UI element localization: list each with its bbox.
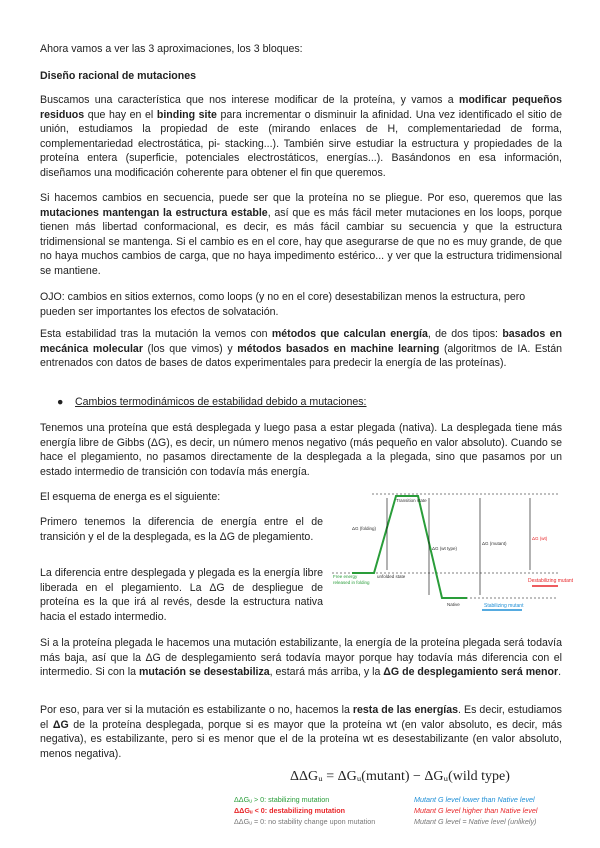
paragraph-stable-structure: Si hacemos cambios en secuencia, puede ser que la proteína no se pliegue. Por eso, queremos que las mutaciones mantengan la estructura estable, así que es más fácil meter mutaciones en los loops, porque tienen más libertad conformacional, es decir, es más fácil cambiar su secuencia y que la estructura tridimensional se mantenga. Si el cambio es en el core, hay que asegurarse de que no es muy grande, de que no haya muchos cambios de carga, que no haya impedimento estérico... y ver que la estructura tridimensional se mantiene. — [40, 192, 562, 277]
section-heading: Diseño racional de mutaciones — [40, 70, 197, 82]
intro-text: Ahora vamos a ver las 3 aproximaciones, los 3 bloques: — [40, 43, 303, 55]
free-energy-label: Free energy — [333, 574, 358, 579]
native-label: Native — [447, 602, 460, 607]
destabilizing-label: Destabilizing mutant — [528, 578, 574, 584]
paragraph-mutation-effect: Si a la proteína plegada le hacemos una mutación estabilizante, la energía de la proteína plegada será todavía más baja, así que la ΔG de desplegamiento será todavía mayor porque hay todavía más diferencia con el intermedio. Si con la mutación se desestabiliza, estará más arriba, y la ΔG de desplegamiento será menor. — [40, 637, 562, 679]
ddg-formula: ΔΔGᵤ = ΔGᵤ(mutant) − ΔGᵤ(wild type) — [290, 769, 510, 784]
paragraph-energy-methods: Esta estabilidad tras la mutación la vemos con métodos que calculan energía, de dos tipos: basados en mecánica molecular (los que vimos) y métodos basados en machine learning (algoritmos de IA. Están entrenados con datos de bases de datos experimentales para predecir la energía de las proteínas). — [40, 328, 562, 370]
legend-no-change: ΔΔGᵤ = 0: no stability change upon mutation — [234, 817, 376, 826]
paragraph-unfolding-dg: La diferencia entre desplegada y plegada es la energía libre liberada en el plegamiento. La ΔG de despliegue de proteína es la que irá al revés, desde la estructura nativa hacia el estado intermedio. — [40, 567, 323, 623]
legend-stabilizing: ΔΔGᵤ > 0: stabilizing mutation — [234, 795, 330, 804]
dg-wt-label: ΔG (wt) — [532, 536, 548, 541]
paragraph-ojo-note: OJO: cambios en sitios externos, como loops (y no en el core) desestabilizan menos la estructura, pero pueden ser importantes los efectos de solvatación. — [40, 291, 526, 318]
bullet-dot: ● — [57, 396, 64, 408]
paragraph-folding-dg: Primero tenemos la diferencia de energía entre el de transición y el de la desplegada, es la ΔG de plegamiento. — [40, 516, 323, 543]
dg-mutant-label: ΔG (mutant) — [482, 541, 507, 546]
dg-folding-label: ΔG (folding) — [352, 526, 377, 531]
paragraph-rational-design: Buscamos una característica que nos interese modificar de la proteína, y vamos a modificar pequeños residuos que hay en el binding site para incrementar o disminuir la afinidad. Una vez identificado el sitio de unión, estudiamos la propiedad de este (mirando enlaces de H, complementariedad de forma, complementariedad electrostática, pi- stacking...). También sirve estudiar la estructura y propiedades de la proteína entera (superficie, potenciales electrostáticos, energías...). Basándonos en esa información, diseñamos una modificación coherente para obtener el fin que queremos. — [40, 94, 563, 179]
paragraph-energy-difference: Por eso, para ver si la mutación es estabilizante o no, hacemos la resta de las energías. Es decir, estudiamos el ΔG de la proteína desplegada, porque si es mayor que la proteína wt (en valor absoluto, es decir, más negativa), es estabilizante, pero si es menor que el de la proteína wt es desestabilizante (en valor absoluto, menos negativa). — [40, 704, 562, 760]
paragraph-energy-scheme-intro: El esquema de energa es el siguiente: — [40, 491, 221, 503]
released-label: released in folding — [333, 580, 370, 585]
legend-equal-level: Mutant G level = Native level (unlikely) — [414, 817, 537, 826]
bullet-thermodynamic-changes: Cambios termodinámicos de estabilidad debido a mutaciones: — [75, 396, 367, 408]
dg-unfold-wt-label: ΔG (wt type) — [432, 546, 458, 551]
energy-diagram — [332, 490, 574, 618]
legend-higher-level: Mutant G level higher than Native level — [414, 806, 538, 815]
transition-label: Transition state — [396, 498, 427, 503]
unfolded-label: unfolded state — [377, 574, 406, 579]
stabilizing-label: Stabilizing mutant — [484, 603, 524, 609]
legend-destabilizing: ΔΔGᵤ < 0: destabilizing mutation — [234, 806, 346, 815]
paragraph-folding: Tenemos una proteína que está desplegada y luego pasa a estar plegada (nativa). La desplegada tiene más energía libre de Gibbs (ΔG), es decir, un número menos negativo (más pequeño en valor absoluto). Cuando se hace el plegamiento, no pasamos directamente de la desplegada a la plegada, sino que pasamos por un estado intermedio de transición con todavía más energía. — [40, 422, 562, 478]
legend-lower-level: Mutant G level lower than Native level — [414, 795, 535, 804]
